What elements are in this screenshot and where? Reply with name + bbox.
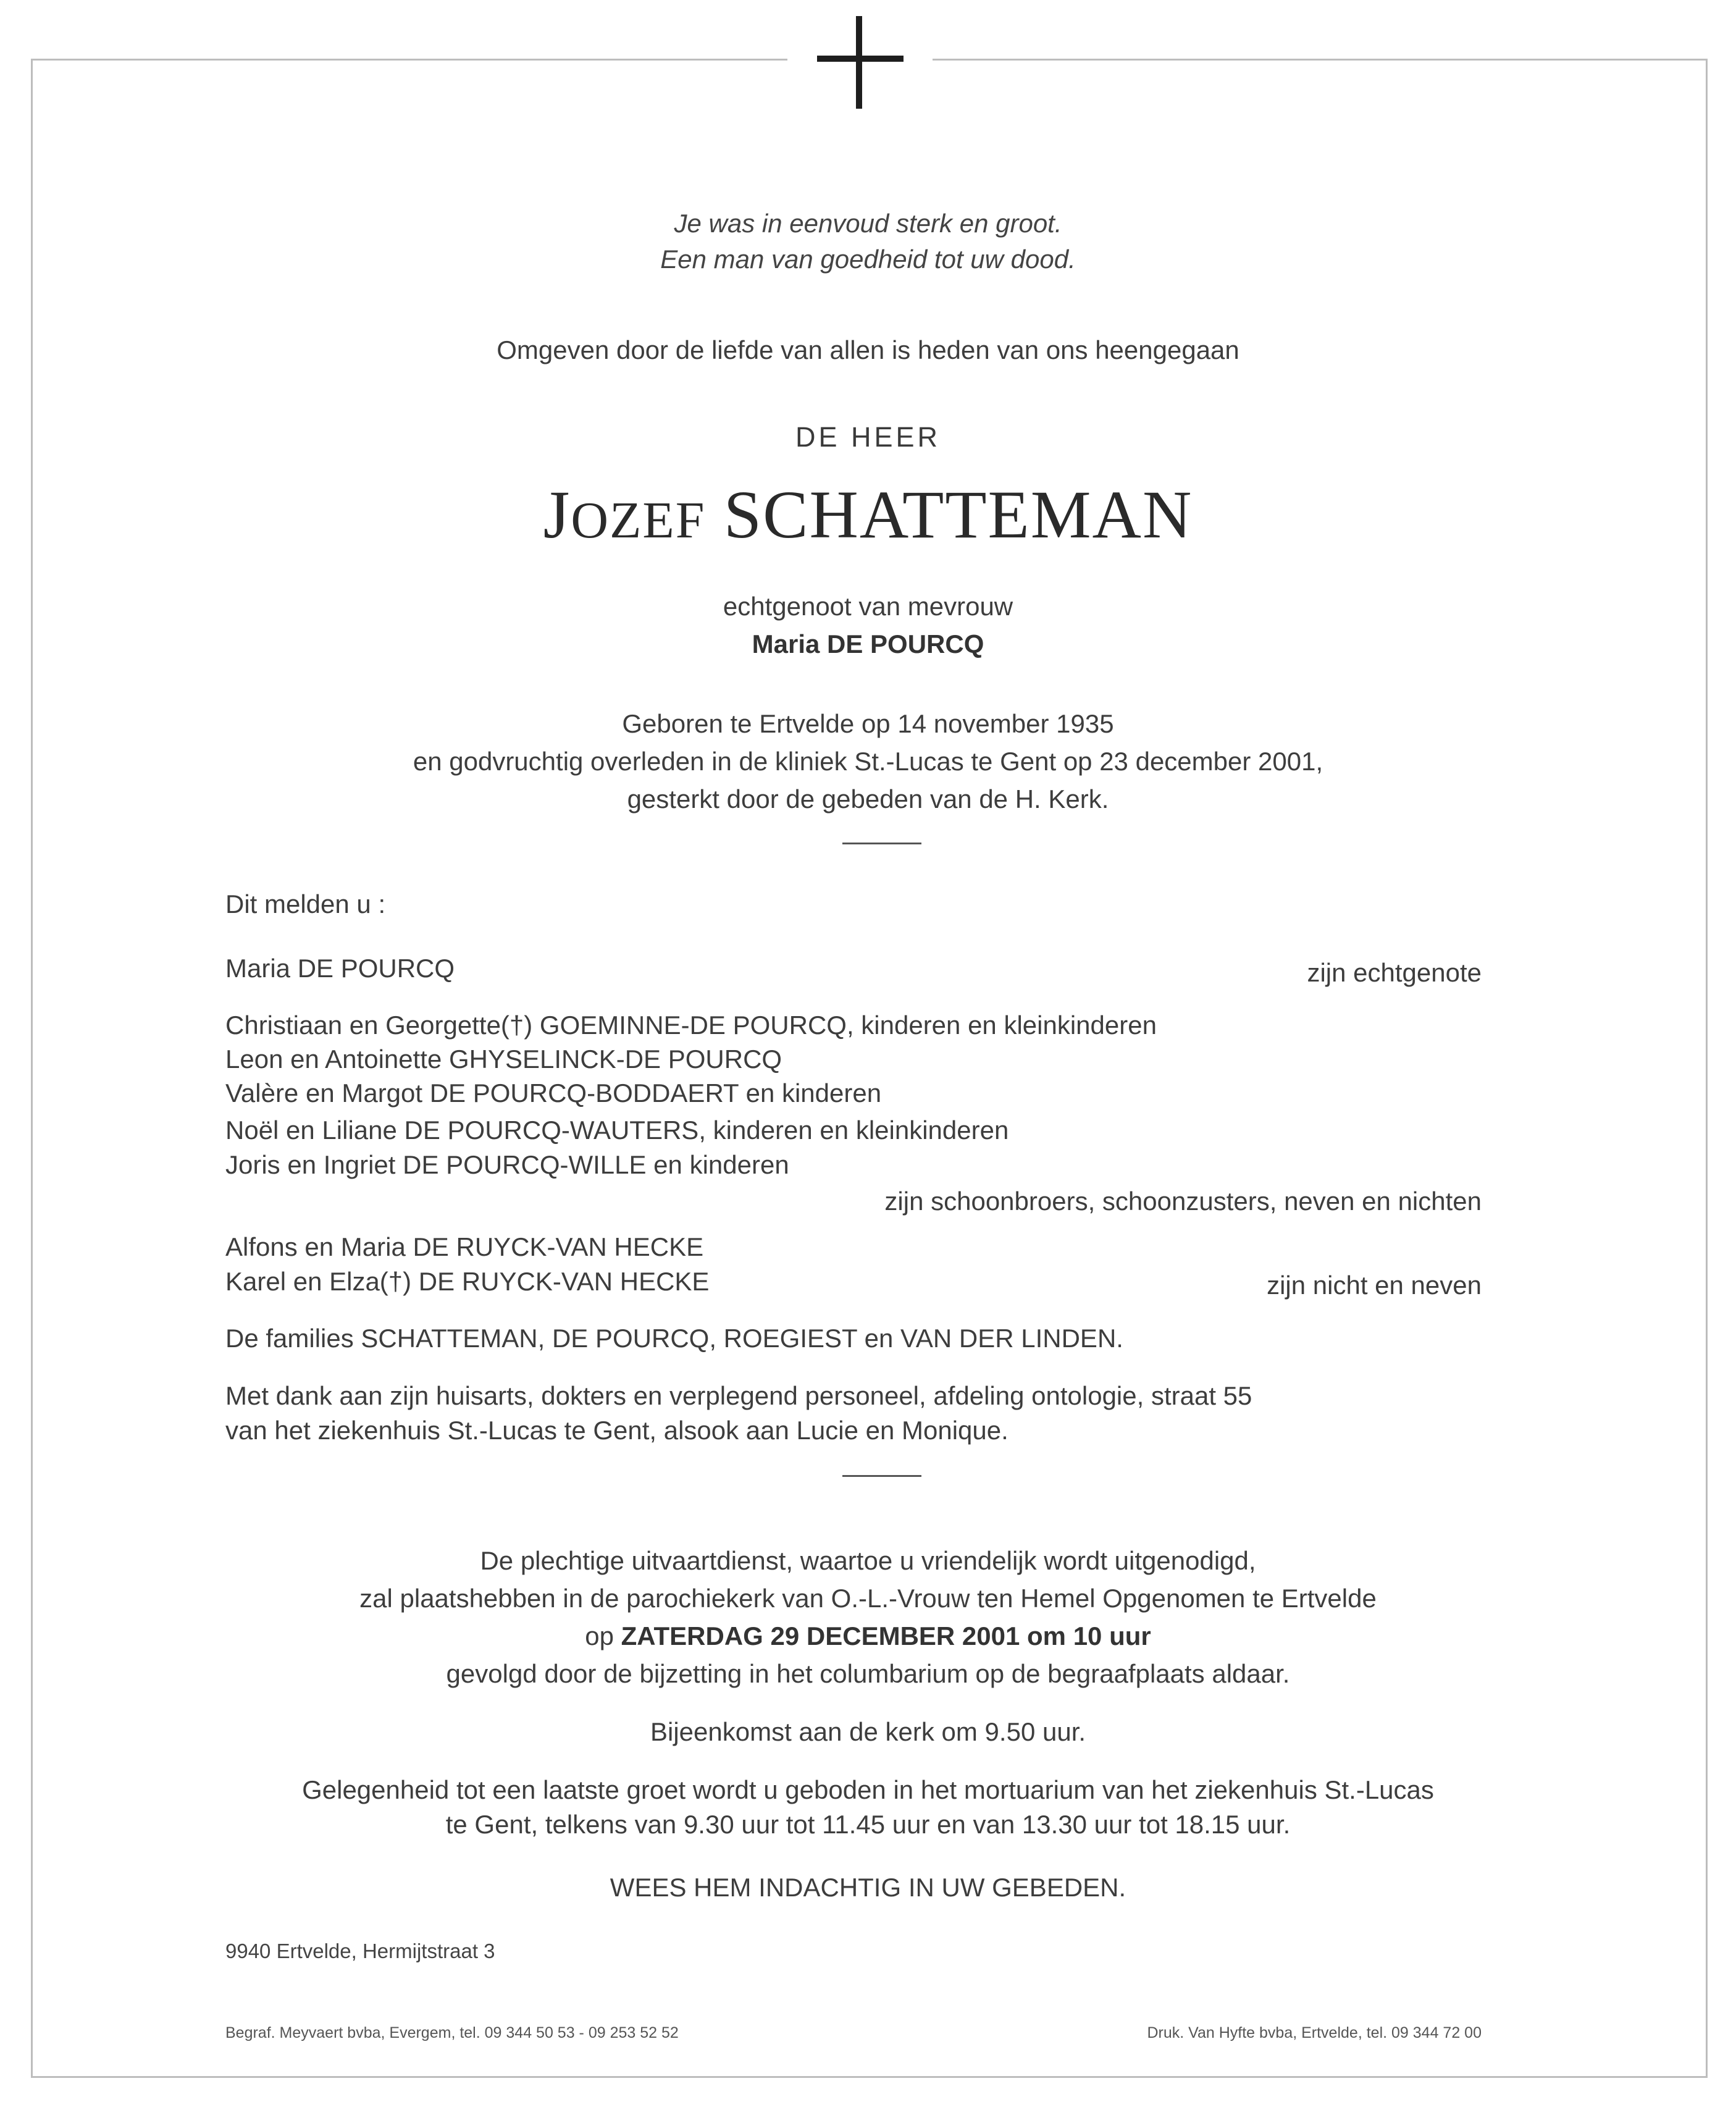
announcer-inlaw-1: Christiaan en Georgette(†) GOEMINNE-DE POURCQ, kinderen en kleinkinderen: [225, 1011, 1157, 1040]
closing-text: WEES HEM INDACHTIG IN UW GEBEDEN.: [610, 1873, 1126, 1902]
service-line-1: De plechtige uitvaartdienst, waartoe u vriendelijk wordt uitgenodigd,: [480, 1546, 1256, 1575]
visit-line-2: te Gent, telkens van 9.30 uur tot 11.45 uur en van 13.30 uur tot 18.15 uur.: [445, 1810, 1291, 1839]
deceased-surname: SCHATTEMAN: [723, 477, 1193, 552]
cross-icon: [817, 16, 904, 109]
poem-line-2: Een man van goedheid tot uw dood.: [660, 245, 1076, 274]
announcer-cousin-2: Karel en Elza(†) DE RUYCK-VAN HECKE: [225, 1267, 710, 1296]
address-text: 9940 Ertvelde, Hermijtstraat 3: [225, 1940, 495, 1962]
deceased-first-rest: OZEF: [571, 492, 706, 549]
announcer-inlaw-2: Leon en Antoinette GHYSELINCK-DE POURCQ: [225, 1045, 782, 1074]
thanks-line-1: Met dank aan zijn huisarts, dokters en verplegend personeel, afdeling ontologie, straat 55: [225, 1381, 1252, 1410]
announcer-cousin-role: zijn nicht en neven: [1267, 1271, 1482, 1300]
intro-text: Omgeven door de liefde van allen is heden van ons heengegaan: [497, 335, 1239, 364]
spouse-relation: echtgenoot van mevrouw: [723, 592, 1013, 621]
visit-line-1: Gelegenheid tot een laatste groet wordt u geboden in het mortuarium van het ziekenhuis St.-Lucas: [302, 1775, 1434, 1804]
honorific: DE HEER: [795, 421, 941, 453]
announcer-inlaw-5: Joris en Ingriet DE POURCQ-WILLE en kinderen: [225, 1150, 789, 1179]
thanks-line-2: van het ziekenhuis St.-Lucas te Gent, alsook aan Lucie en Monique.: [225, 1416, 1008, 1445]
service-date-prefix: op: [585, 1621, 614, 1650]
service-date-line: [0, 1621, 1736, 1651]
deceased-name: [0, 476, 1736, 554]
announcer-inlaw-3: Valère en Margot DE POURCQ-BODDAERT en kinderen: [225, 1078, 882, 1108]
born-text: Geboren te Ertvelde op 14 november 1935: [622, 709, 1114, 738]
footer-undertaker: Begraf. Meyvaert bvba, Evergem, tel. 09 344 50 53 - 09 253 52 52: [225, 2024, 679, 2041]
service-date: ZATERDAG 29 DECEMBER 2001 om 10 uur: [621, 1621, 1151, 1650]
announcer-inlaw-role: zijn schoonbroers, schoonzusters, neven en nichten: [884, 1187, 1482, 1216]
announcer-spouse-name: Maria DE POURCQ: [225, 954, 455, 983]
service-line-2: zal plaatshebben in de parochiekerk van O.-L.-Vrouw ten Hemel Opgenomen te Ertvelde: [359, 1584, 1377, 1613]
died-text: en godvruchtig overleden in de kliniek St.-Lucas te Gent op 23 december 2001,: [413, 747, 1323, 776]
deceased-first-initial: J: [543, 477, 571, 552]
sacraments-text: gesterkt door de gebeden van de H. Kerk.: [627, 784, 1109, 813]
footer-printer: Druk. Van Hyfte bvba, Ertvelde, tel. 09 344 72 00: [1147, 2024, 1482, 2041]
announcer-cousin-1: Alfons en Maria DE RUYCK-VAN HECKE: [225, 1232, 704, 1261]
border-top-left: [31, 59, 787, 61]
service-line-4: gevolgd door de bijzetting in het columbarium op de begraafplaats aldaar.: [446, 1659, 1290, 1688]
border-top-right: [933, 59, 1708, 61]
poem-line-1: Je was in eenvoud sterk en groot.: [674, 209, 1062, 238]
announcer-spouse-role: zijn echtgenote: [1307, 958, 1482, 987]
divider-2: [842, 1475, 921, 1477]
gathering-text: Bijeenkomst aan de kerk om 9.50 uur.: [650, 1717, 1086, 1746]
announcer-inlaw-4: Noël en Liliane DE POURCQ-WAUTERS, kinderen en kleinkinderen: [225, 1116, 1009, 1145]
announcers-heading: Dit melden u :: [225, 889, 386, 919]
divider-1: [842, 843, 921, 844]
announcer-families: De families SCHATTEMAN, DE POURCQ, ROEGIEST en VAN DER LINDEN.: [225, 1324, 1123, 1353]
spouse-name: Maria DE POURCQ: [752, 629, 984, 658]
